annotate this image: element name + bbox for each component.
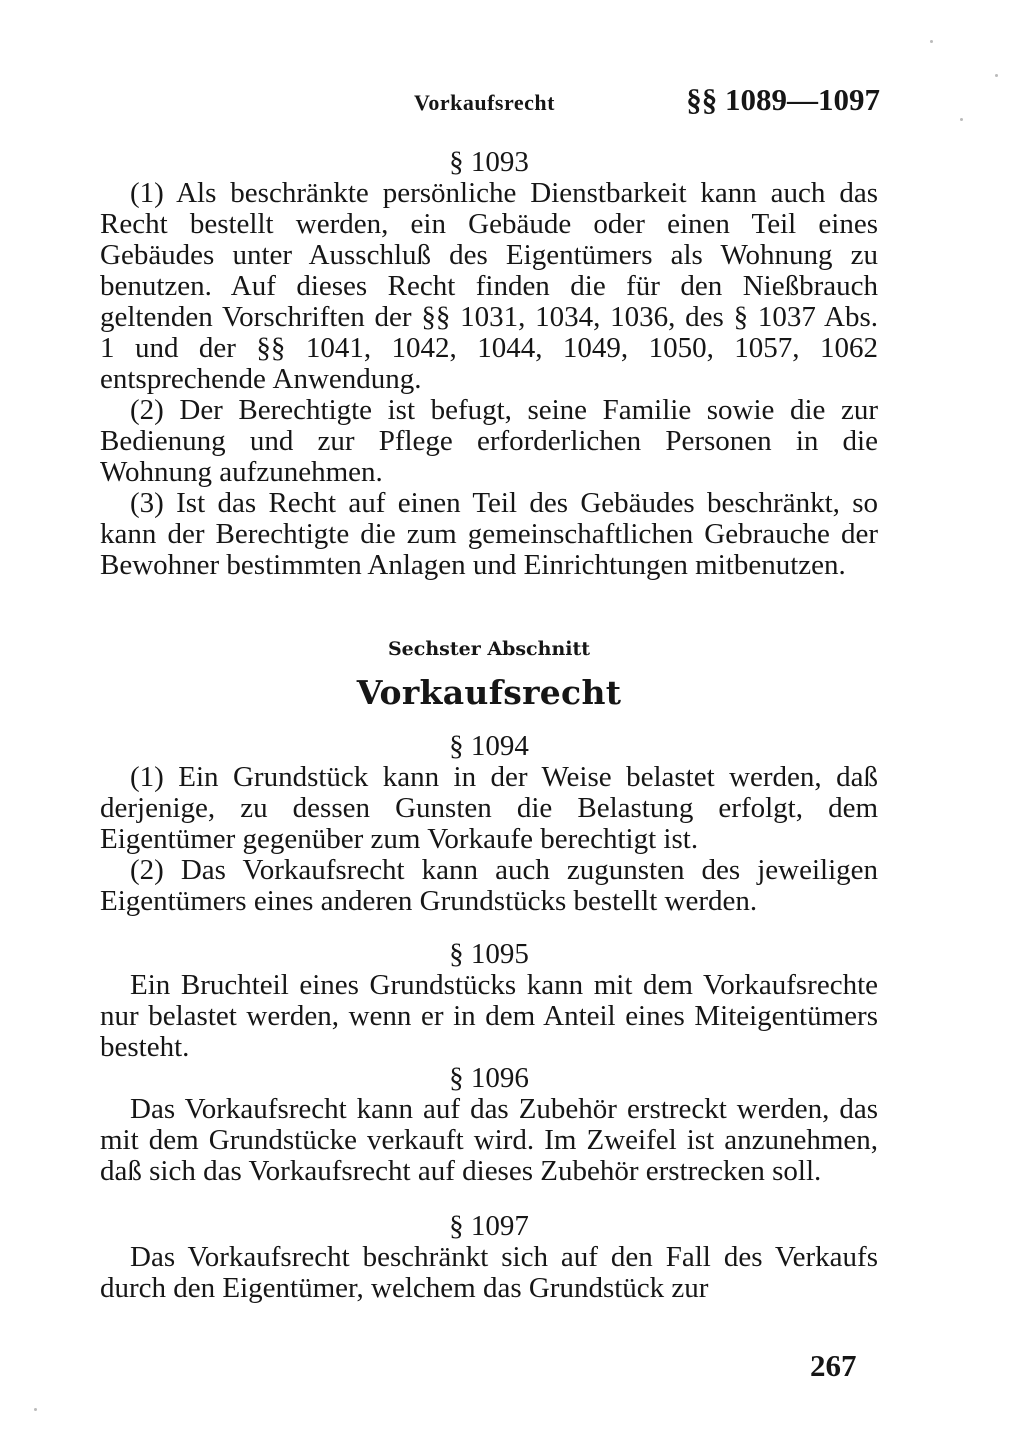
section-1096	[100, 1062, 878, 1187]
scan-speck	[930, 40, 933, 43]
paragraph-text: (1) Ein Grundstück kann in der Weise belastet werden, daß derjenige, zu dessen Gunsten die Belastung erfolgt, dem Eigentümer gegenüber zum Vorkaufe berechtigt ist.	[100, 761, 878, 855]
running-head-title: Vorkaufsrecht	[414, 90, 555, 115]
scan-speck	[960, 118, 963, 121]
paragraph-heading: § 1093	[449, 146, 529, 178]
paragraph-heading: § 1095	[449, 938, 529, 970]
scan-speck	[995, 74, 998, 77]
section-1093	[100, 146, 878, 581]
paragraph-text: (2) Der Berechtigte ist befugt, seine Familie sowie die zur Bedienung und zur Pflege erforderlichen Personen in die Wohnung aufzunehmen.	[100, 394, 878, 488]
running-head-range: §§ 1089—1097	[686, 82, 880, 117]
paragraph-text: (2) Das Vorkaufsrecht kann auch zugunsten des jeweiligen Eigentümers eines anderen Grundstücks bestellt werden.	[100, 854, 878, 917]
section-title: Vorkaufsrecht	[356, 673, 622, 712]
running-head	[400, 82, 880, 122]
paragraph-text: (1) Als beschränkte persönliche Dienstbarkeit kann auch das Recht bestellt werden, ein Gebäude oder einen Teil eines Gebäudes unter Ausschluß des Eigentümers als Wohnung zu benutzen. Auf dieses Recht finden die für den Nießbrauch geltenden Vorschriften der §§ 1031, 1034, 1036, des § 1037 Abs. 1 und der §§ 1041, 1042, 1044, 1049, 1050, 1057, 1062 entsprechende Anwendung.	[100, 177, 878, 395]
section-1094	[100, 730, 878, 917]
section-heading-block	[100, 634, 878, 712]
paragraph-heading: § 1097	[449, 1210, 529, 1242]
scan-speck	[34, 1408, 37, 1411]
paragraph-text: Ein Bruchteil eines Grundstücks kann mit dem Vorkaufsrechte nur belastet werden, wenn er in dem Anteil eines Miteigentümers besteht.	[100, 969, 878, 1063]
page-number: 267	[810, 1348, 857, 1383]
paragraph-text: (3) Ist das Recht auf einen Teil des Gebäudes beschränkt, so kann der Berechtigte die zum gemeinschaftlichen Gebrauche der Bewohner bestimmten Anlagen und Einrichtungen mitbenutzen.	[100, 487, 878, 581]
paragraph-heading: § 1094	[449, 730, 529, 762]
subsection-label: Sechster Abschnitt	[387, 638, 591, 660]
paragraph-heading: § 1096	[449, 1062, 529, 1094]
paragraph-text: Das Vorkaufsrecht kann auf das Zubehör erstreckt werden, das mit dem Grundstücke verkauft wird. Im Zweifel ist anzunehmen, daß sich das Vorkaufsrecht auf dieses Zubehör erstrecken soll.	[100, 1093, 878, 1187]
paragraph-text: Das Vorkaufsrecht beschränkt sich auf den Fall des Verkaufs durch den Eigentümer, welchem das Grundstück zur	[100, 1241, 878, 1304]
section-1095	[100, 938, 878, 1063]
section-1097	[100, 1210, 878, 1304]
